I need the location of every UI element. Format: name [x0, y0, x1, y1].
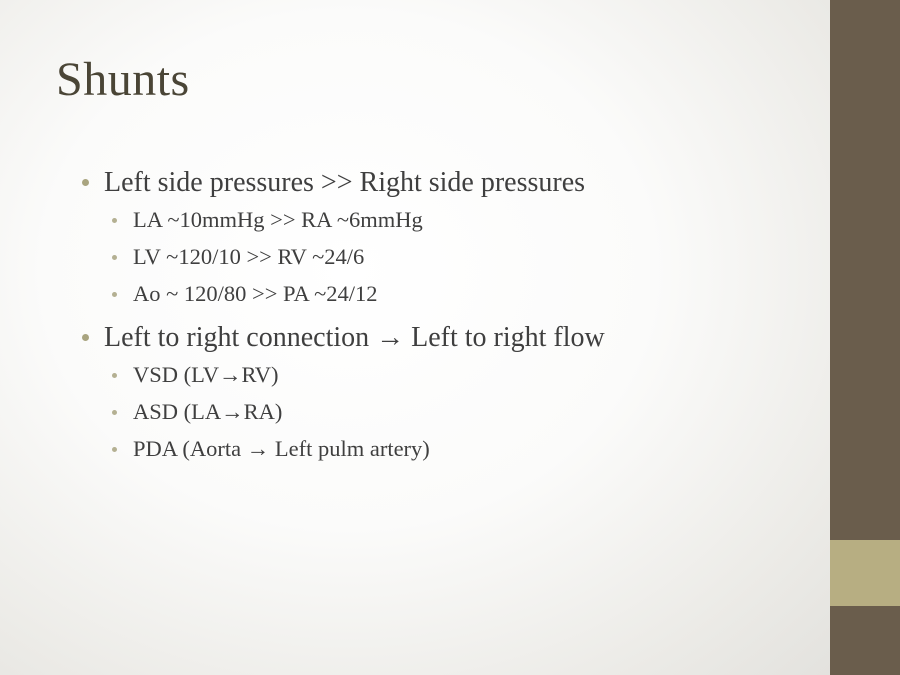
bullet-text: Left side pressures >> Right side pressures — [104, 167, 586, 198]
sub-bullet-text: LV ~120/10 >> RV ~24/6 — [133, 244, 365, 269]
sub-bullet-text: VSD (LV→RV) — [133, 362, 279, 387]
sub-bullet-point — [112, 206, 802, 234]
bullet-dot-icon — [82, 179, 89, 186]
sub-bullet-dot-icon — [112, 292, 117, 297]
decorative-side-accent — [830, 540, 900, 606]
sub-bullet-dot-icon — [112, 410, 117, 415]
bullet-text: Left to right connection → Left to right flow — [104, 322, 605, 353]
sub-bullet-text: ASD (LA→RA) — [133, 399, 283, 424]
sub-bullet-point — [112, 435, 802, 463]
sub-bullet-text: Ao ~ 120/80 >> PA ~24/12 — [133, 281, 378, 306]
sub-bullet-text: PDA (Aorta → Left pulm artery) — [133, 436, 430, 461]
bullet-point — [82, 166, 802, 200]
sub-bullet-point — [112, 243, 802, 271]
sub-bullet-dot-icon — [112, 255, 117, 260]
sub-bullet-dot-icon — [112, 447, 117, 452]
sub-bullet-point — [112, 361, 802, 389]
sub-bullet-text: LA ~10mmHg >> RA ~6mmHg — [133, 207, 423, 232]
sub-bullet-dot-icon — [112, 218, 117, 223]
bullet-dot-icon — [82, 334, 89, 341]
sub-bullet-point — [112, 398, 802, 426]
bullet-point — [82, 321, 802, 355]
slide-body — [82, 166, 802, 472]
sub-bullet-point — [112, 280, 802, 308]
sub-bullet-dot-icon — [112, 373, 117, 378]
slide-title: Shunts — [56, 53, 190, 106]
